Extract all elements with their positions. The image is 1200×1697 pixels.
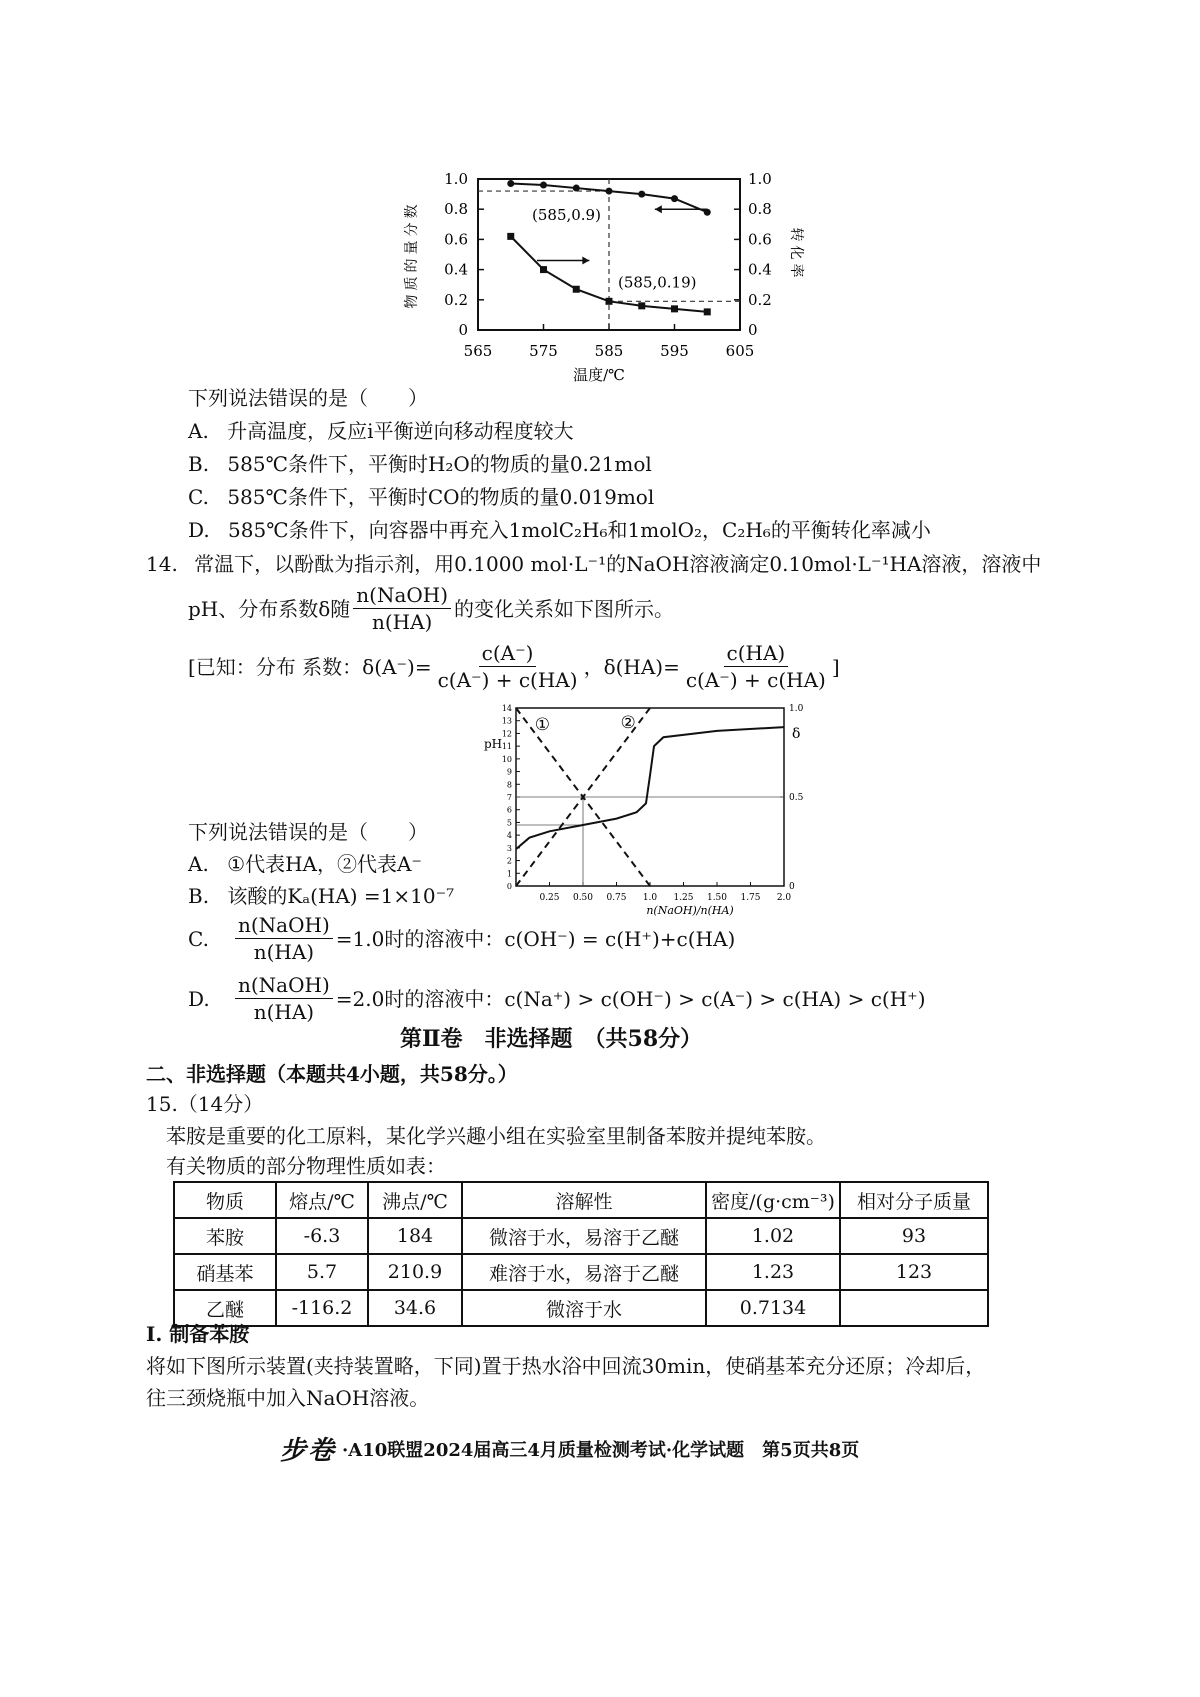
q15-intro: 苯胺是重要的化工原料，某化学兴趣小组在实验室里制备苯胺并提纯苯胺。 [166, 1124, 826, 1148]
table-header-cell: 熔点/℃ [276, 1182, 368, 1218]
table-cell: 184 [368, 1218, 462, 1254]
q14-option-d-num: n(NaOH) [235, 972, 333, 999]
series-label: ① [534, 715, 551, 735]
y-tick-label-left: 7 [506, 793, 512, 802]
table-header-row [174, 1182, 988, 1218]
table-cell: 5.7 [276, 1254, 368, 1290]
q14-delta-a-fraction [435, 640, 581, 693]
data-point [704, 308, 711, 315]
section2-heading: 二、非选择题（本题共4小题，共58分。） [146, 1062, 518, 1086]
table-cell: 微溶于水 [462, 1290, 706, 1326]
q13-option-c-label: C. [188, 485, 209, 509]
q13-option-b[interactable] [188, 450, 652, 478]
q14-option-d-label: D. [188, 986, 210, 1011]
x-tick-label: 595 [660, 342, 689, 360]
y-tick-label-right: 1.0 [789, 704, 804, 714]
y-axis-label-right: δ [792, 726, 801, 742]
q14-option-c-fraction [235, 912, 333, 965]
table-header-cell: 沸点/℃ [368, 1182, 462, 1218]
table-cell: -116.2 [276, 1290, 368, 1326]
footer [280, 1430, 859, 1467]
q15-header: 15.（14分） [146, 1092, 264, 1116]
y-tick-label-right: 0 [789, 882, 795, 892]
q14-comma: ， [583, 654, 604, 679]
q14-frac-den: n(HA) [371, 610, 433, 634]
footer-text: ·A10联盟2024届高三4月质量检测考试·化学试题 第5页共8页 [342, 1439, 860, 1461]
properties-table [173, 1181, 989, 1327]
titration-chart [470, 700, 810, 922]
x-tick-label: 1.50 [706, 893, 728, 903]
q14-delta-a-den: c(A⁻) + c(HA) [437, 668, 578, 692]
x-axis-label: 温度/℃ [573, 366, 625, 384]
data-point [606, 188, 613, 195]
q13-option-d-label: D. [188, 518, 210, 542]
x-tick-label: 0.25 [539, 893, 560, 903]
arrowhead-right [582, 257, 589, 265]
x-axis-label: n(NaOH)/n(HA) [646, 904, 734, 917]
data-point [540, 182, 547, 189]
y-axis-label-right: 转化率 [788, 227, 804, 282]
y-tick-label-left: 3 [506, 843, 512, 853]
y-tick-label-left: 14 [501, 704, 512, 713]
part1-text1: 将如下图所示装置(夹持装置略，下同)置于热水浴中回流30min，使硝基苯充分还原；冷却后， [146, 1354, 986, 1378]
temperature-chart [400, 165, 804, 390]
q14-line2-pre: pH、分布系数δ随 [188, 596, 351, 621]
q14-frac-num: n(NaOH) [353, 582, 451, 609]
q14-option-b-text: 该酸的Kₐ(HA) =1×10⁻⁷ [227, 884, 455, 908]
footer-logo: 步卷 [280, 1436, 337, 1466]
q14-option-d-fraction [235, 972, 333, 1025]
table-cell: 乙醚 [174, 1290, 276, 1326]
q13-stem: 下列说法错误的是（ ） [188, 386, 428, 410]
data-point [507, 180, 514, 187]
q14-option-b-label: B. [188, 884, 210, 908]
q14-line1-text: 常温下，以酚酞为指示剂，用0.1000 mol·L⁻¹的NaOH溶液滴定0.10mol·L⁻¹HA溶液，溶液中 [194, 552, 1042, 576]
y-tick-label-left: 6 [506, 805, 512, 815]
x-tick-label: 575 [529, 342, 558, 360]
q14-option-c[interactable] [188, 912, 735, 965]
table-cell: 123 [840, 1254, 988, 1290]
y-tick-label-left: 0 [506, 882, 512, 891]
table-row [174, 1290, 988, 1326]
q14-option-c-den: n(HA) [253, 940, 315, 964]
q13-option-a-label: A. [188, 419, 209, 443]
q14-option-a-text: ①代表HA，②代表A⁻ [227, 852, 422, 876]
series-label: ② [620, 713, 636, 733]
table-cell: 微溶于水，易溶于乙醚 [462, 1218, 706, 1254]
table-cell: 0.7134 [706, 1290, 840, 1326]
q14-delta-ha-fraction [683, 640, 829, 693]
q14-stem: 下列说法错误的是（ ） [188, 820, 428, 844]
table-row [174, 1254, 988, 1290]
titration-chart-plot [484, 704, 804, 917]
q14-delta-ha-den: c(A⁻) + c(HA) [685, 668, 826, 692]
table-header-cell: 溶解性 [462, 1182, 706, 1218]
data-point [671, 195, 678, 202]
table-cell: -6.3 [276, 1218, 368, 1254]
table-header-cell: 相对分子质量 [840, 1182, 988, 1218]
x-tick-label: 1.0 [642, 893, 658, 903]
q14-line1 [146, 550, 1041, 578]
data-point [573, 185, 580, 192]
x-tick-label: 585 [594, 342, 624, 360]
data-point [671, 305, 678, 312]
table-cell: 苯胺 [174, 1218, 276, 1254]
q14-delta-a: δ(A⁻)= [362, 654, 432, 679]
y-tick-label-left: 0 [458, 321, 468, 339]
q14-delta-ha: δ(HA)= [603, 654, 680, 679]
table-header-cell: 密度/(g·cm⁻³) [706, 1182, 840, 1218]
q14-option-a[interactable] [188, 850, 422, 878]
y-tick-label-left: 2 [506, 856, 512, 866]
y-tick-label-right: 1.0 [748, 170, 772, 188]
table-cell: 难溶于水，易溶于乙醚 [462, 1254, 706, 1290]
annotation-label: (585,0.9) [532, 206, 601, 225]
x-tick-label: 605 [725, 342, 755, 360]
data-point [606, 298, 613, 305]
y-tick-label-right: 0.6 [748, 230, 772, 249]
x-tick-label: 2.0 [776, 893, 792, 903]
table-cell: 210.9 [368, 1254, 462, 1290]
y-tick-label-right: 0.8 [748, 200, 772, 219]
y-tick-label-right: 0.2 [748, 290, 772, 309]
y-tick-label-left: 1 [506, 869, 512, 879]
y-tick-label-left: 5 [506, 818, 512, 828]
q14-fraction [353, 582, 451, 635]
data-point [540, 266, 547, 273]
q13-option-c-text: 585℃条件下，平衡时CO的物质的量0.019mol [227, 485, 655, 509]
data-point [573, 286, 580, 293]
table-cell: 1.02 [706, 1218, 840, 1254]
y-tick-label-left: 8 [506, 780, 512, 790]
q13-option-b-label: B. [188, 452, 210, 476]
q14-option-c-text: =1.0时的溶液中：c(OH⁻) = c(H⁺)+c(HA) [335, 926, 736, 951]
q14-line2-post: 的变化关系如下图所示。 [454, 596, 675, 621]
table-cell: 硝基苯 [174, 1254, 276, 1290]
table-cell [840, 1290, 988, 1326]
q14-option-c-label: C. [188, 926, 209, 951]
y-tick-label-right: 0.4 [748, 260, 772, 279]
y-tick-label-left: 13 [501, 716, 512, 726]
y-tick-label-left: 1.0 [444, 170, 468, 188]
table-cell: 34.6 [368, 1290, 462, 1326]
part1-title: I. 制备苯胺 [146, 1322, 250, 1346]
y-tick-label-left: 0.4 [444, 260, 468, 279]
q14-number: 14. [146, 552, 178, 576]
table-header-cell: 物质 [174, 1182, 276, 1218]
q13-option-a-text: 升高温度，反应ⅰ平衡逆向移动程度较大 [227, 419, 574, 443]
annotation-label: (585,0.19) [618, 273, 697, 292]
y-tick-label-left: 0.6 [444, 230, 468, 249]
q13-option-d-text: 585℃条件下，向容器中再充入1molC₂H₆和1molO₂，C₂H₆的平衡转化率减小 [228, 518, 931, 542]
x-tick-label: 565 [463, 342, 493, 360]
data-point [638, 191, 645, 198]
part1-text2: 往三颈烧瓶中加入NaOH溶液。 [146, 1386, 430, 1410]
q14-option-d-den: n(HA) [253, 1000, 315, 1024]
y-tick-label-right: 0 [748, 321, 758, 339]
q14-known-end: ] [831, 654, 840, 679]
q14-line2 [188, 582, 674, 635]
q14-known [188, 640, 840, 693]
q13-option-a[interactable] [188, 417, 574, 445]
table-row [174, 1218, 988, 1254]
q13-option-c[interactable] [188, 483, 654, 511]
x-tick-label: 0.50 [572, 893, 594, 903]
y-tick-label-left: 4 [506, 831, 512, 841]
y-tick-label-left: 0.2 [444, 290, 468, 309]
data-point [638, 302, 645, 309]
y-tick-label-left: 0.8 [444, 200, 468, 219]
arrowhead-left [655, 205, 662, 213]
y-tick-label-right: 0.5 [789, 793, 804, 803]
x-tick-label: 1.25 [673, 893, 694, 903]
data-point [507, 233, 514, 240]
q14-option-a-label: A. [188, 852, 209, 876]
table-cell: 93 [840, 1218, 988, 1254]
table-cell: 1.23 [706, 1254, 840, 1290]
y-axis-label-left: 物质的量分数 [404, 200, 420, 309]
y-tick-label-left: 10 [501, 754, 512, 764]
q14-delta-ha-num: c(HA) [724, 640, 789, 667]
y-tick-label-left: 11 [501, 742, 512, 752]
q14-delta-a-num: c(A⁻) [479, 640, 537, 667]
q13-option-d[interactable] [188, 516, 931, 544]
q14-option-b[interactable] [188, 882, 454, 910]
q15-table-intro: 有关物质的部分物理性质如表： [166, 1154, 446, 1178]
temperature-chart-plot [403, 170, 804, 384]
x-tick-label: 0.75 [606, 893, 627, 903]
section2-title: 第Ⅱ卷 非选择题 （共58分） [400, 1026, 703, 1052]
ph-curve [516, 727, 784, 849]
q14-option-d-text: =2.0时的溶液中：c(Na⁺) > c(OH⁻) > c(A⁻) > c(HA) > c(H⁺) [335, 986, 926, 1011]
y-axis-label-left: pH [484, 737, 503, 751]
x-tick-label: 1.75 [740, 893, 761, 903]
q13-option-b-text: 585℃条件下，平衡时H₂O的物质的量0.21mol [227, 452, 652, 476]
y-tick-label-left: 12 [501, 729, 512, 739]
y-tick-label-left: 9 [506, 767, 512, 777]
q14-option-c-num: n(NaOH) [235, 912, 333, 939]
q14-option-d[interactable] [188, 972, 926, 1025]
q14-known-pre: [已知：分布 系数： [188, 654, 363, 679]
